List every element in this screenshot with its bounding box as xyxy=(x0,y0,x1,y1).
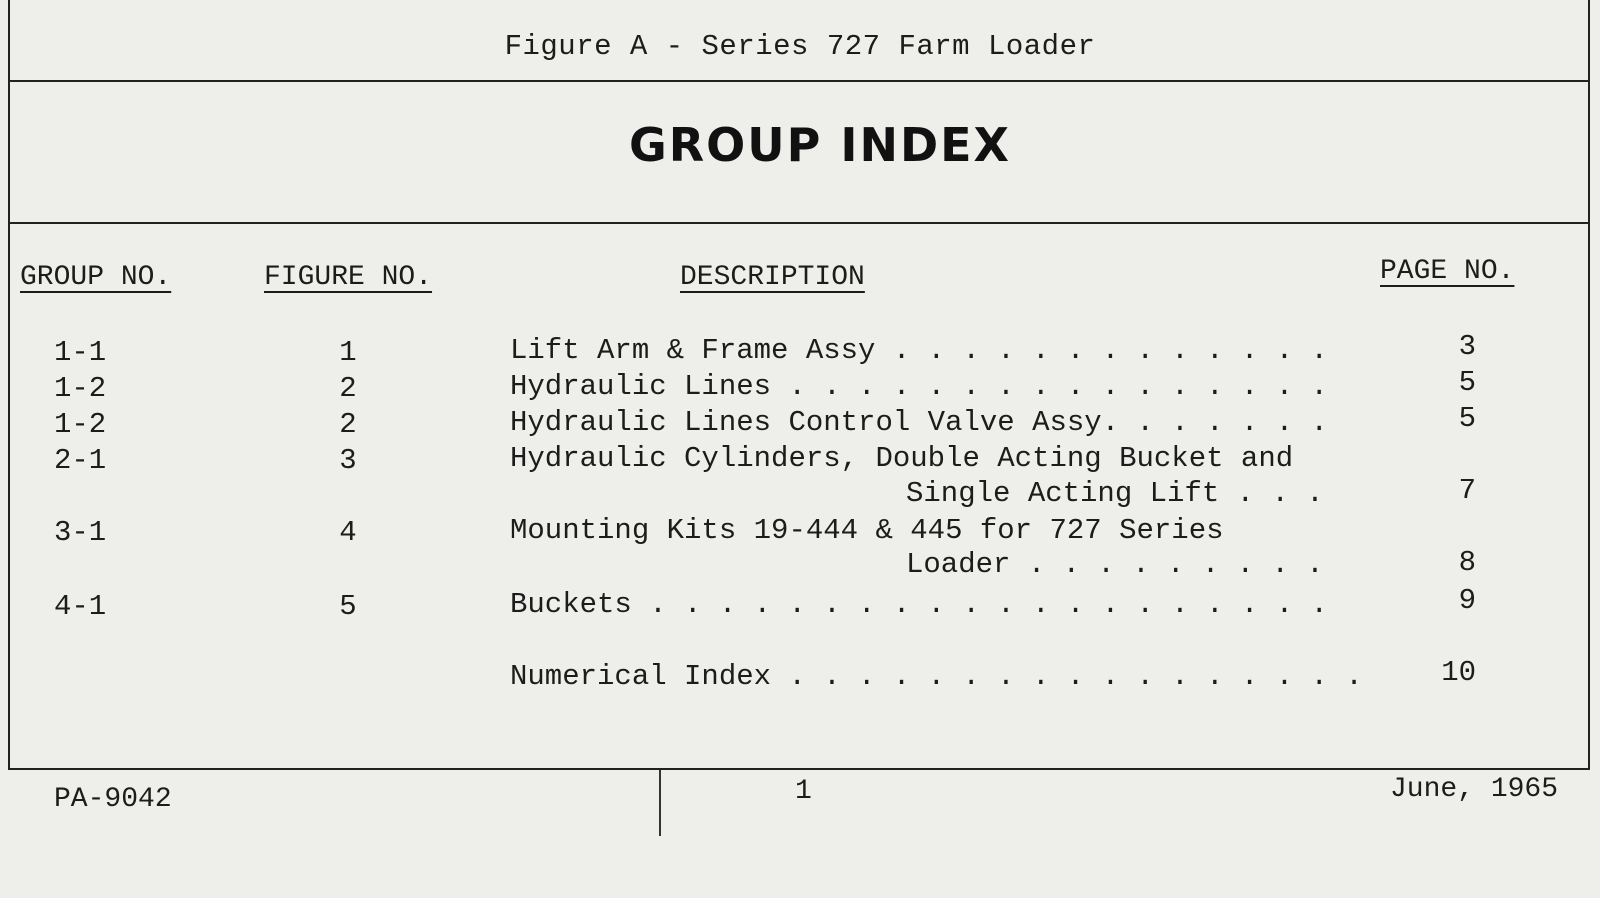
figure-number: 4 xyxy=(339,516,357,549)
group-number: 1-2 xyxy=(54,372,107,405)
header-group-no: GROUP NO. xyxy=(20,262,172,293)
footer-date: June, 1965 xyxy=(1390,774,1559,805)
footer-page-number: 1 xyxy=(795,776,812,807)
figure-number: 2 xyxy=(339,408,357,441)
group-number: 3-1 xyxy=(54,516,107,549)
figure-number: 2 xyxy=(339,372,357,405)
description-text: Hydraulic Lines Control Valve Assy. . . . . . . xyxy=(510,406,1328,439)
page-number: 8 xyxy=(1458,546,1476,579)
footer-divider xyxy=(659,770,661,836)
figure-number: 1 xyxy=(339,336,357,369)
divider-line xyxy=(8,222,1590,224)
page-number: 7 xyxy=(1458,474,1476,507)
description-text: Mounting Kits 19-444 & 445 for 727 Series xyxy=(510,514,1224,547)
page-number: 10 xyxy=(1441,656,1476,689)
figure-caption: Figure A - Series 727 Farm Loader xyxy=(504,30,1096,63)
description-text: Hydraulic Lines . . . . . . . . . . . . . . . . xyxy=(510,370,1328,403)
page-title: GROUP INDEX xyxy=(628,118,1012,172)
description-text: Buckets . . . . . . . . . . . . . . . . . . . . xyxy=(510,588,1328,621)
header-description: DESCRIPTION xyxy=(680,262,865,293)
figure-number: 3 xyxy=(339,444,357,477)
page-number: 3 xyxy=(1458,330,1476,363)
description-text: Lift Arm & Frame Assy . . . . . . . . . . . . . xyxy=(510,334,1328,367)
page-number: 5 xyxy=(1458,366,1476,399)
group-number: 1-1 xyxy=(54,336,107,369)
header-figure-no: FIGURE NO. xyxy=(264,262,433,293)
description-text: Hydraulic Cylinders, Double Acting Bucket and xyxy=(510,442,1294,475)
page-number: 5 xyxy=(1458,402,1476,435)
group-number: 2-1 xyxy=(54,444,107,477)
document-code: PA-9042 xyxy=(54,784,172,815)
description-continuation: Loader . . . . . . . . . xyxy=(906,548,1324,581)
divider-line xyxy=(8,80,1590,82)
group-number: 4-1 xyxy=(54,590,107,623)
description-continuation: Single Acting Lift . . . xyxy=(906,477,1324,510)
page-number: 9 xyxy=(1458,584,1476,617)
header-page-no: PAGE NO. xyxy=(1380,256,1515,287)
figure-number: 5 xyxy=(339,590,357,623)
description-text: Numerical Index . . . . . . . . . . . . . . . . . xyxy=(510,660,1363,693)
group-number: 1-2 xyxy=(54,408,107,441)
